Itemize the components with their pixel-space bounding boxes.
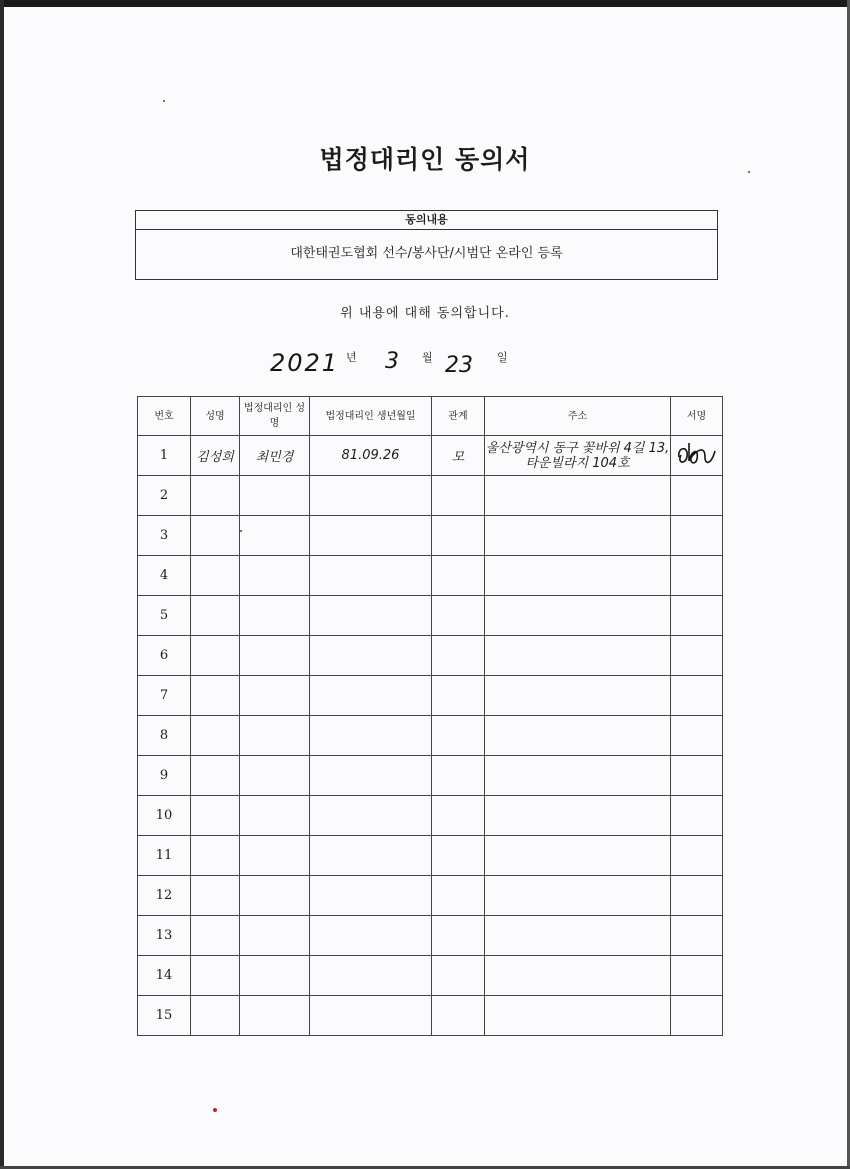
- row-relation: 모: [432, 436, 485, 476]
- stray-ink-mark: [213, 1108, 217, 1112]
- table-row: [138, 676, 723, 716]
- consent-box-header: 동의내용: [136, 211, 717, 230]
- agreement-statement: 위 내용에 대해 동의합니다.: [340, 306, 510, 321]
- row-no: 13: [138, 916, 191, 956]
- row-no: 11: [138, 836, 191, 876]
- table-row: [138, 436, 723, 476]
- date-day-unit: 일: [497, 351, 508, 364]
- scan-speck: [240, 530, 242, 532]
- document-title: 법정대리인 동의서: [319, 145, 531, 174]
- row-no: 9: [138, 756, 191, 796]
- row-no: 10: [138, 796, 191, 836]
- header-name: 성명: [191, 397, 240, 436]
- row-address: 울산광역시 동구 꽃바위 4길 13, 타운빌라지 104호: [485, 436, 671, 476]
- row-no: 4: [138, 556, 191, 596]
- signature-scribble: [675, 439, 719, 469]
- date-year-unit: 년: [346, 351, 357, 364]
- table-row: [138, 636, 723, 676]
- header-address: 주소: [485, 397, 671, 436]
- scan-speck: [748, 171, 750, 173]
- row-no: 5: [138, 596, 191, 636]
- header-no: 번호: [138, 397, 191, 436]
- header-guardian-name: 법정대리인 성명: [240, 397, 310, 436]
- row-signature: [671, 436, 723, 476]
- table-row: [138, 716, 723, 756]
- row-no: 14: [138, 956, 191, 996]
- table-row: [138, 556, 723, 596]
- table-row: [138, 476, 723, 516]
- row-guardian-name: 최민경: [240, 436, 310, 476]
- date-month-unit: 월: [422, 351, 433, 364]
- date-month: 3: [385, 349, 399, 374]
- header-signature: 서명: [671, 397, 723, 436]
- date-row: [0, 343, 850, 383]
- table-header-row: [138, 397, 723, 436]
- date-year: 2021: [270, 349, 340, 377]
- row-no: 1: [138, 436, 191, 476]
- table-row: [138, 876, 723, 916]
- table-row: [138, 916, 723, 956]
- date-day: 23: [445, 353, 473, 378]
- row-guardian-birth: 81.09.26: [310, 436, 432, 476]
- table-row: [138, 596, 723, 636]
- row-no: 3: [138, 516, 191, 556]
- row-no: 7: [138, 676, 191, 716]
- row-name: 김성희: [191, 436, 240, 476]
- table-row: [138, 516, 723, 556]
- table-body: [138, 436, 723, 1036]
- guardian-table: [137, 396, 723, 1036]
- table-row: [138, 996, 723, 1036]
- scan-speck: [163, 100, 165, 102]
- consent-box: [135, 210, 718, 280]
- table-row: [138, 796, 723, 836]
- table-row: [138, 836, 723, 876]
- table-row: [138, 956, 723, 996]
- scan-edge-top: [0, 0, 850, 7]
- row-no: 12: [138, 876, 191, 916]
- row-no: 2: [138, 476, 191, 516]
- header-guardian-birth: 법정대리인 생년월일: [310, 397, 432, 436]
- consent-box-content: 대한태권도협회 선수/봉사단/시범단 온라인 등록: [290, 246, 563, 261]
- row-no: 15: [138, 996, 191, 1036]
- table-row: [138, 756, 723, 796]
- row-no: 6: [138, 636, 191, 676]
- row-no: 8: [138, 716, 191, 756]
- header-relation: 관계: [432, 397, 485, 436]
